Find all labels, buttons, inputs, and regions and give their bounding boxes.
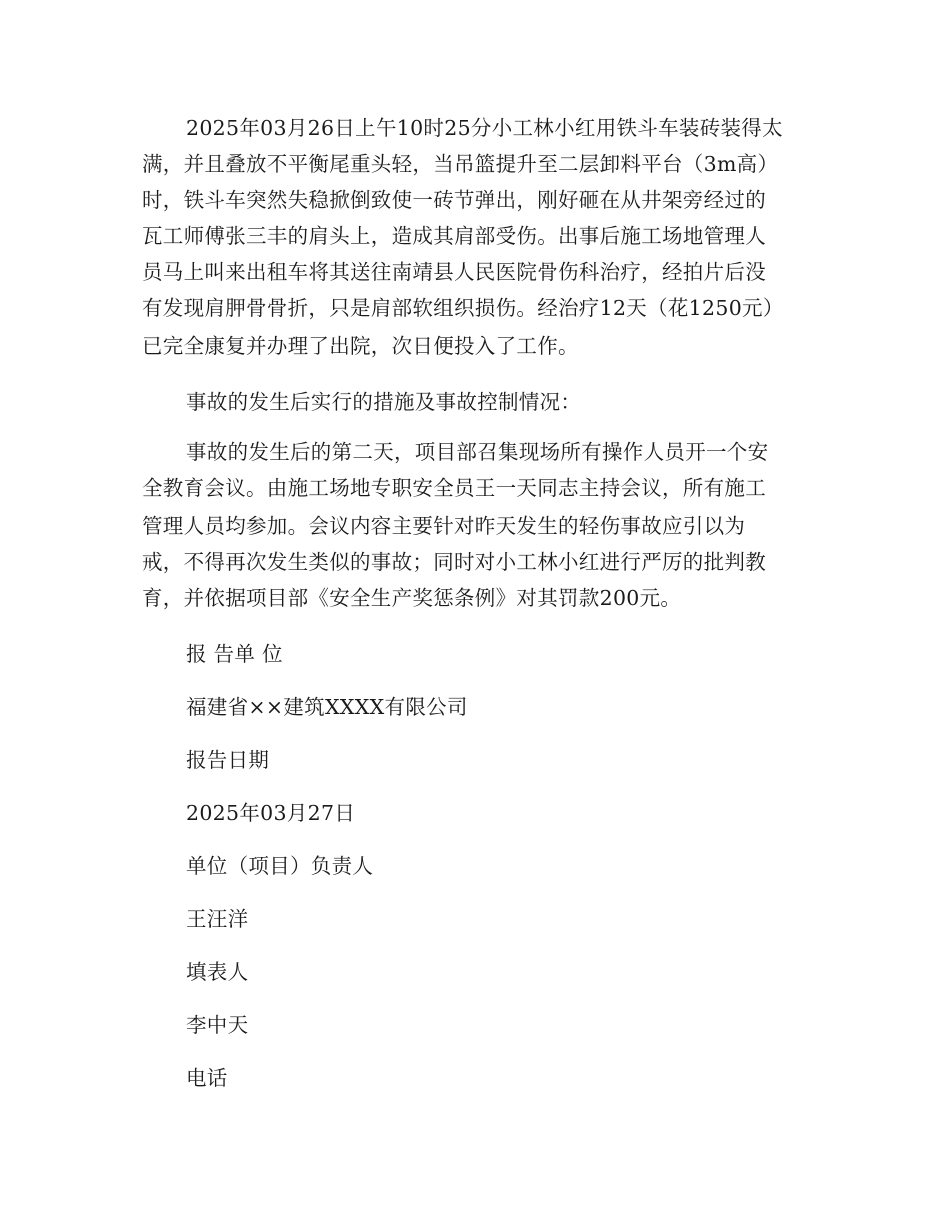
paragraph-line: 事故的发生后的第二天，项目部召集现场所有操作人员开一个安 <box>186 440 769 464</box>
paragraph-line: 瓦工师傅张三丰的肩头上，造成其肩部受伤。出事后施工场地管理人 <box>142 224 766 248</box>
report-unit-value: 福建省××建筑XXXX有限公司 <box>186 695 468 719</box>
filler-value: 李中天 <box>186 1013 249 1037</box>
paragraph-line: 时，铁斗车突然失稳掀倒致使一砖节弹出，刚好砸在从井架旁经过的 <box>142 188 766 212</box>
paragraph-line: 已完全康复并办理了出院，次日便投入了工作。 <box>142 334 579 358</box>
responsible-person-label: 单位（项目）负责人 <box>186 854 374 878</box>
paragraph-line: 满，并且叠放不平衡尾重头轻，当吊篮提升至二层卸料平台（3m高） <box>142 152 779 176</box>
report-unit-label: 报 告单 位 <box>186 642 283 666</box>
responsible-person-value: 王汪洋 <box>186 907 249 931</box>
paragraph-line: 全教育会议。由施工场地专职安全员王一天同志主持会议，所有施工 <box>142 476 766 500</box>
paragraph-line: 育，并依据项目部《安全生产奖惩条例》对其罚款200元。 <box>142 586 682 610</box>
paragraph-line: 管理人员均参加。会议内容主要针对昨天发生的轻伤事故应引以为 <box>142 514 746 538</box>
section-heading: 事故的发生后实行的措施及事故控制情况： <box>186 390 582 414</box>
filler-label: 填表人 <box>186 960 249 984</box>
paragraph-line: 2025年03月26日上午10时25分小工林小红用铁斗车装砖装得太 <box>186 116 783 140</box>
report-date-value: 2025年03月27日 <box>186 801 356 825</box>
phone-label: 电话 <box>186 1066 228 1090</box>
paragraph-line: 有发现肩胛骨骨折，只是肩部软组织损伤。经治疗12天（花1250元） <box>142 296 784 320</box>
paragraph-line: 戒，不得再次发生类似的事故；同时对小工林小红进行严厉的批判教 <box>142 550 766 574</box>
report-date-label: 报告日期 <box>186 748 270 772</box>
paragraph-line: 员马上叫来出租车将其送往南靖县人民医院骨伤科治疗，经拍片后没 <box>142 260 766 284</box>
